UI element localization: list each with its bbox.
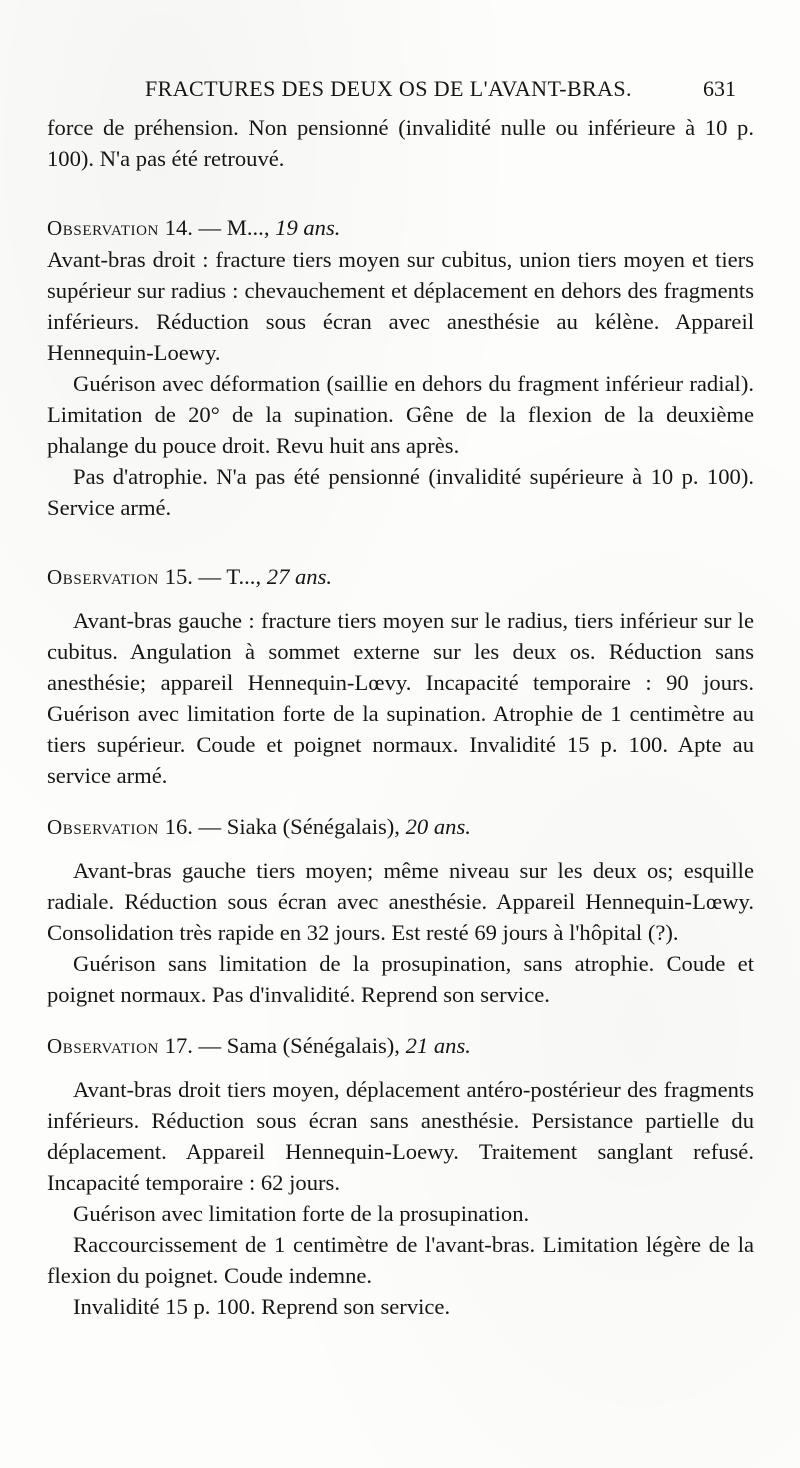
observation-dash: — <box>198 564 222 589</box>
patient-name: Sama (Sénégalais), <box>226 1033 400 1058</box>
observation-paragraph: Guérison avec déformation (saillie en dehors du fragment inférieur radial). Limitation de 20° de la supination. Gêne de la flexion de la deuxième phalange du pouce droit. Revu huit ans après. <box>47 371 754 458</box>
observation-number: 14. <box>164 215 193 240</box>
running-title: FRACTURES DES DEUX OS DE L'AVANT-BRAS. <box>145 76 632 101</box>
observation-heading <box>47 811 754 843</box>
patient-age: 21 ans. <box>405 1033 471 1058</box>
page-number: 631 <box>703 76 736 101</box>
observation-paragraph: Raccourcissement de 1 centimètre de l'avant-bras. Limitation légère de la flexion du poignet. Coude indemne. <box>47 1232 754 1288</box>
observation-paragraph: Guérison sans limitation de la prosupination, sans atrophie. Coude et poignet normaux. Pas d'invalidité. Reprend son service. <box>47 951 754 1007</box>
observation-number: 16. <box>164 814 193 839</box>
observation-15 <box>47 561 754 791</box>
observation-dash: — <box>198 215 222 240</box>
observation-number: 15. <box>164 564 193 589</box>
opening-paragraph: force de préhension. Non pensionné (invalidité nulle ou inférieure à 10 p. 100). N'a pas été retrouvé. <box>47 115 754 171</box>
observation-paragraph: Invalidité 15 p. 100. Reprend son service. <box>73 1294 451 1319</box>
observation-dash: — <box>198 814 222 839</box>
observation-17 <box>47 1030 754 1322</box>
patient-name: T..., <box>226 564 262 589</box>
observation-label: Observation <box>47 565 159 589</box>
observation-paragraph: Avant-bras gauche tiers moyen; même niveau sur les deux os; esquille radiale. Réduction sous écran avec anesthésie. Appareil Hennequin-Lœwy. Consolidation très rapide en 32 jours. Est resté 69 jours à l'hôpital (?). <box>47 858 754 945</box>
patient-name: Siaka (Sénégalais), <box>226 814 400 839</box>
patient-age: 19 ans. <box>275 215 341 240</box>
observation-number: 17. <box>164 1033 193 1058</box>
observation-dash: — <box>198 1033 222 1058</box>
patient-age: 20 ans. <box>405 814 471 839</box>
observation-heading <box>47 1030 754 1062</box>
observation-paragraph: Avant-bras droit : fracture tiers moyen sur cubitus, union tiers moyen et tiers supérieur sur radius : chevauchement et déplacement en dehors des fragments inférieurs. Réduction sous écran avec anesthésie au kélène. Appareil Hennequin-Loewy. <box>47 247 754 365</box>
observation-label: Observation <box>47 815 159 839</box>
observation-paragraph: Avant-bras droit tiers moyen, déplacement antéro-postérieur des fragments inférieurs. Réduction sous écran sans anesthésie. Persistance partielle du déplacement. Appareil Hennequin-Loewy. Traitement sanglant refusé. Incapacité temporaire : 62 jours. <box>47 1077 754 1195</box>
observation-14 <box>47 212 754 523</box>
page-body <box>47 112 754 1322</box>
observation-16 <box>47 811 754 1010</box>
patient-name: M..., <box>226 215 270 240</box>
observation-label: Observation <box>47 216 159 240</box>
observation-heading <box>47 212 754 244</box>
observation-paragraph: Pas d'atrophie. N'a pas été pensionné (invalidité supérieure à 10 p. 100). Service armé. <box>47 464 754 520</box>
patient-age: 27 ans. <box>266 564 333 589</box>
observation-label: Observation <box>47 1034 159 1058</box>
observation-heading <box>47 561 754 593</box>
observation-paragraph: Guérison avec limitation forte de la prosupination. <box>73 1201 530 1226</box>
observation-paragraph: Avant-bras gauche : fracture tiers moyen sur le radius, tiers inférieur sur le cubitus. Angulation à sommet externe sur les deux os. Réduction sans anesthésie; appareil Hennequin-Lœvy. Incapacité temporaire : 90 jours. Guérison avec limitation forte de la supination. Atrophie de 1 centimètre au tiers supérieur. Coude et poignet normaux. Invalidité 15 p. 100. Apte au service armé. <box>47 608 754 788</box>
